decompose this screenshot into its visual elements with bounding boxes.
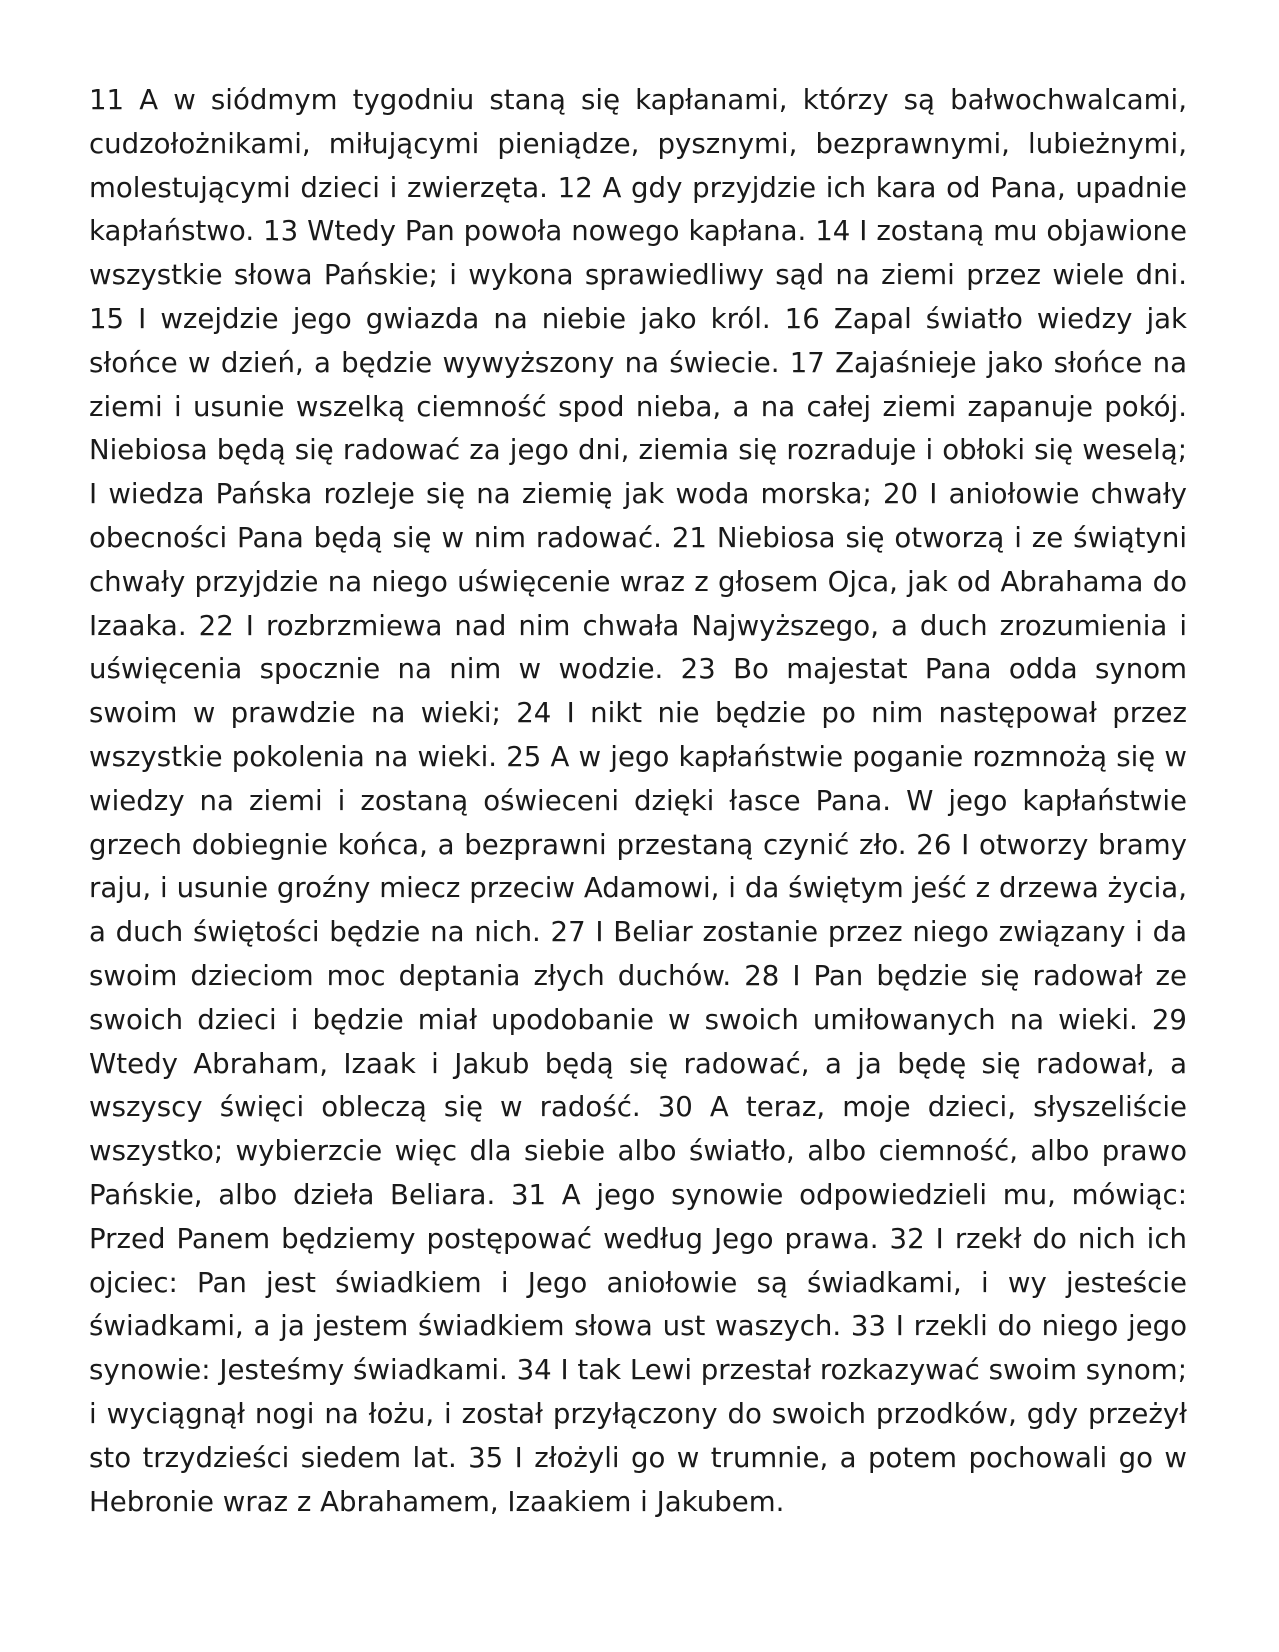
body-paragraph: 11 A w siódmym tygodniu staną się kapłanami, którzy są bałwochwalcami, cudzołożnikami, miłującymi pieniądze, pysznymi, bezprawnymi, lubieżnymi, molestującymi dzieci i zwierzęta. 12 A gdy przyjdzie ich kara od Pana, upadnie kapłaństwo. 13 Wtedy Pan powoła nowego kapłana. 14 I zostaną mu objawione wszystkie słowa Pańskie; i wykona sprawiedliwy sąd na ziemi przez wiele dni. 15 I wzejdzie jego gwiazda na niebie jako król. 16 Zapal światło wiedzy jak słońce w dzień, a będzie wywyższony na świecie. 17 Zajaśnieje jako słońce na ziemi i usunie wszelką ciemność spod nieba, a na całej ziemi zapanuje pokój. Niebiosa będą się radować za jego dni, ziemia się rozraduje i obłoki się weselą; I wiedza Pańska rozleje się na ziemię jak woda morska; 20 I aniołowie chwały obecności Pana będą się w nim radować. 21 Niebiosa się otworzą i ze świątyni chwały przyjdzie na niego uświęcenie wraz z głosem Ojca, jak od Abrahama do Izaaka. 22 I rozbrzmiewa nad nim chwała Najwyższego, a duch zrozumienia i uświęcenia spocznie na nim w wodzie. 23 Bo majestat Pana odda synom swoim w prawdzie na wieki; 24 I nikt nie będzie po nim następował przez wszystkie pokolenia na wieki. 25 A w jego kapłaństwie poganie rozmnożą się w wiedzy na ziemi i zostaną oświeceni dzięki łasce Pana. W jego kapłaństwie grzech dobiegnie końca, a bezprawni przestaną czynić zło. 26 I otworzy bramy raju, i usunie groźny miecz przeciw Adamowi, i da świętym jeść z drzewa życia, a duch świętości będzie na nich. 27 I Beliar zostanie przez niego związany i da swoim dzieciom moc deptania złych duchów. 28 I Pan będzie się radował ze swoich dzieci i będzie miał upodobanie w swoich umiłowanych na wieki. 29 Wtedy Abraham, Izaak i Jakub będą się radować, a ja będę się radował, a wszyscy święci obleczą się w radość. 30 A teraz, moje dzieci, słyszeliście wszystko; wybierzcie więc dla siebie albo światło, albo ciemność, albo prawo Pańskie, albo dzieła Beliara. 31 A jego synowie odpowiedzieli mu, mówiąc: Przed Panem będziemy postępować według Jego prawa. 32 I rzekł do nich ich ojciec: Pan jest świadkiem i Jego aniołowie są świadkami, i wy jesteście świadkami, a ja jestem świadkiem słowa ust waszych. 33 I rzekli do niego jego synowie: Jesteśmy świadkami. 34 I tak Lewi przestał rozkazywać swoim synom; i wyciągnął nogi na łożu, i został przyłączony do swoich przodków, gdy przeżył sto trzydzieści siedem lat. 35 I złożyli go w trumnie, a potem pochowali go w Hebronie wraz z Abrahamem, Izaakiem i Jakubem. — [89, 83, 1187, 1518]
document-page — [89, 78, 1187, 1523]
